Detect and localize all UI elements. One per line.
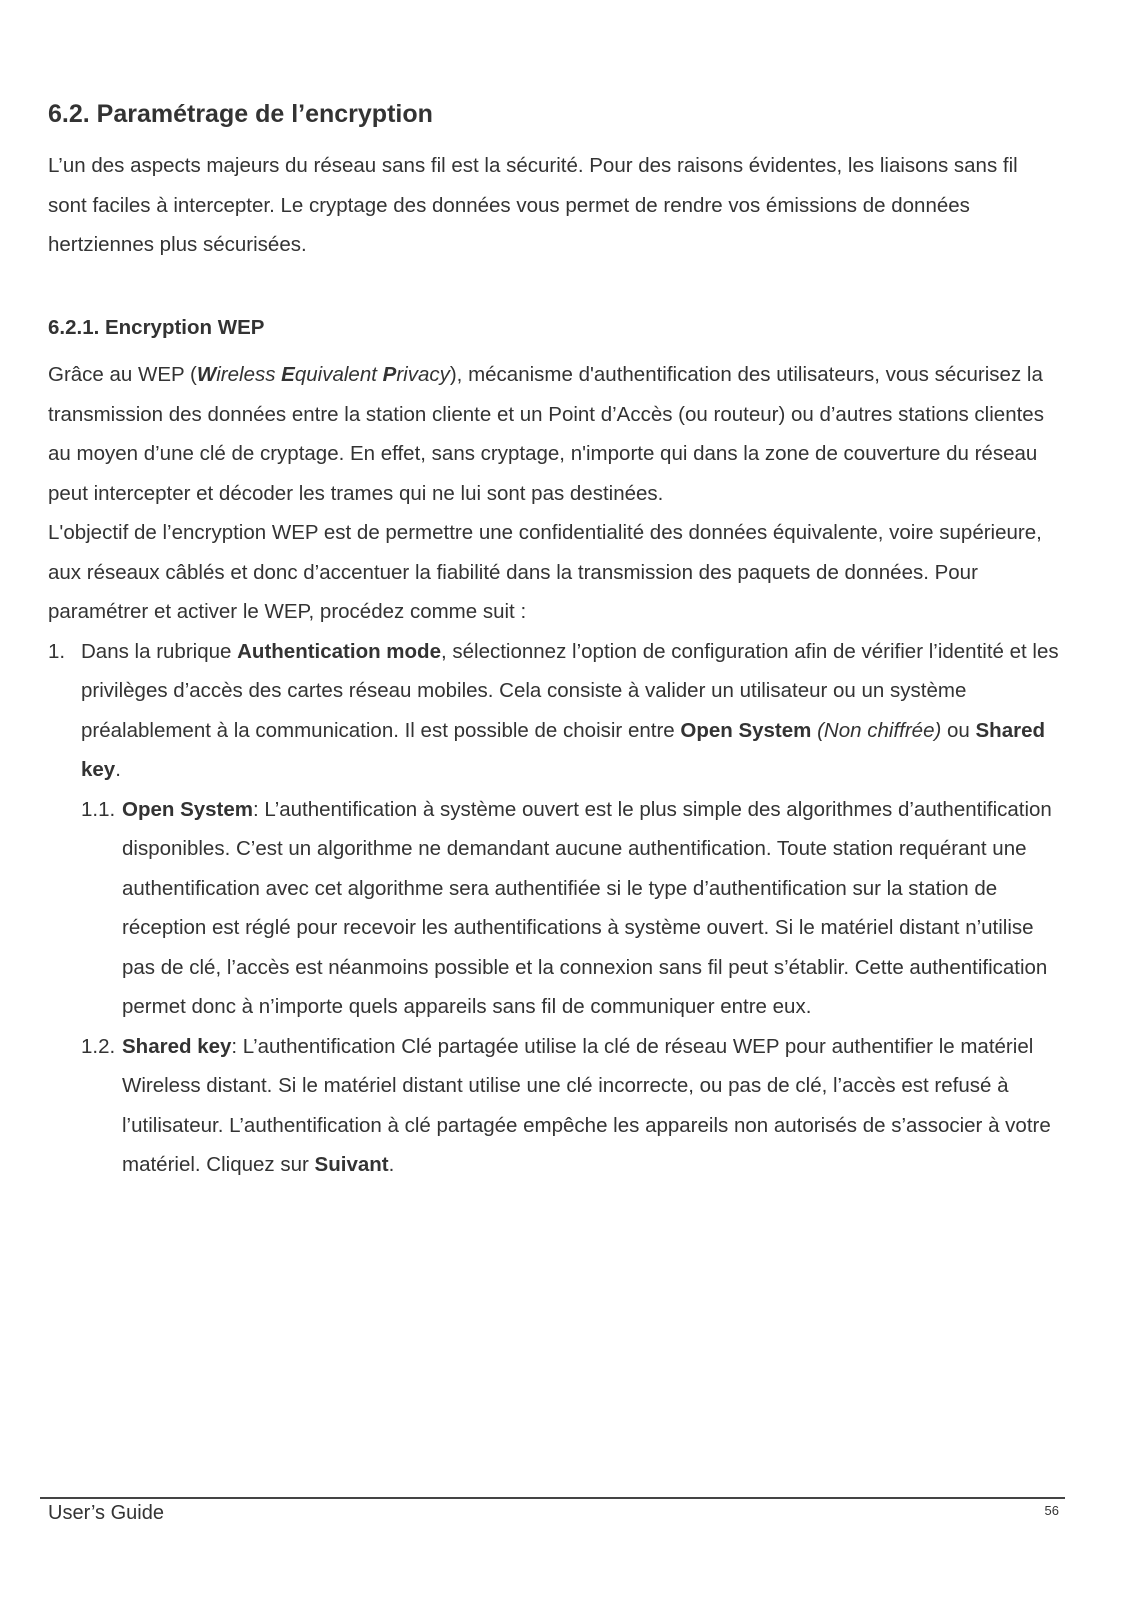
wep-p1-suffix: ), mécanisme d'authentification des utilisateurs, vous sécurisez la transmission des données entre la station cliente et un Point d’Accès (ou routeur) ou d’autres stations clientes au moyen d’une clé de cryptage. En effet, sans cryptage, n'importe qui dans la zone de couverture du réseau peut intercepter et décoder les trames qui ne lui sont pas destinées. [48,363,1044,505]
acronym-w: W [196,363,217,386]
acronym-e: E [281,363,295,386]
acronym-p: P [382,363,397,386]
authentication-mode-term: Authentication mode [237,639,441,663]
list-number: 1. [48,639,66,663]
list-item-1 [48,632,1060,790]
non-chiffree-note: (Non chiffrée) [817,718,942,742]
acronym-e-rest: quivalent [294,363,383,386]
open-system-heading: Open System [122,797,254,821]
list-item-1-2 [48,1027,1060,1185]
subsection-title: 6.2.1. Encryption WEP [48,316,265,339]
wep-p1-prefix: Grâce au WEP ( [48,363,197,386]
open-system-term: Open System [680,718,812,742]
list-item-1-text-e: . [115,758,121,781]
acronym-p-rest: rivacy [396,363,450,386]
sub-list-number: 1.2. [81,1034,116,1058]
suivant-term: Suivant [314,1153,389,1176]
list-item-1-text-d: ou [941,718,976,742]
shared-key-heading: Shared key [122,1034,232,1058]
acronym-w-rest: ireless [216,363,282,386]
shared-key-end: . [388,1153,395,1176]
footer-divider [40,1497,1065,1499]
list-item-1-1 [48,790,1060,1027]
intro-paragraph: L’un des aspects majeurs du réseau sans fil est la sécurité. Pour des raisons évidentes, les liaisons sans fil sont faciles à intercepter. Le cryptage des données vous permet de rendre vos émissions de données hertziennes plus sécurisées. [48,154,1018,256]
open-system-description: : L’authentification à système ouvert est le plus simple des algorithmes d’authentification disponibles. C’est un algorithme ne demandant aucune authentification. Toute station requérant une authentification avec cet algorithme sera authentifiée si le type d’authentification sur la station de réception est réglé pour recevoir les authentifications à système ouvert. Si le matériel distant n’utilise pas de clé, l’accès est néanmoins possible et la connexion sans fil peut s’établir. Cette authentification permet donc à n’importe quels appareils sans fil de communiquer entre eux. [122,797,1052,1018]
list-item-1-text-a: Dans la rubrique [81,639,238,663]
shared-key-description: : L’authentification Clé partagée utilise la clé de réseau WEP pour authentifier le matériel Wireless distant. Si le matériel distant utilise une clé incorrecte, ou pas de clé, l’accès est refusé à l’utilisateur. L’authentification à clé partagée empêche les appareils non autorisés de s’associer à votre matériel. Cliquez sur [122,1034,1051,1176]
footer-guide-title: User’s Guide [48,1502,164,1524]
page-number: 56 [1044,1503,1059,1518]
wep-paragraph-2: L'objectif de l’encryption WEP est de permettre une confidentialité des données équivalente, voire supérieure, aux réseaux câblés et donc d’accentuer la fiabilité dans la transmission des paquets de données. Pour paramétrer et activer le WEP, procédez comme suit : [48,521,1042,623]
shared-key-term: Shared key [81,718,1045,781]
wep-paragraph-1 [48,355,1060,513]
section-title: 6.2. Paramétrage de l’encryption [48,100,433,128]
sub-list-number: 1.1. [81,797,116,821]
list-item-1-text-b: , sélectionnez l’option de configuration afin de vérifier l’identité et les privilèges d’accès des cartes réseau mobiles. Cela consiste à valider un utilisateur ou un système préalablement à la communication. Il est possible de choisir entre [81,639,1059,742]
wep-section-body [48,355,1060,1185]
